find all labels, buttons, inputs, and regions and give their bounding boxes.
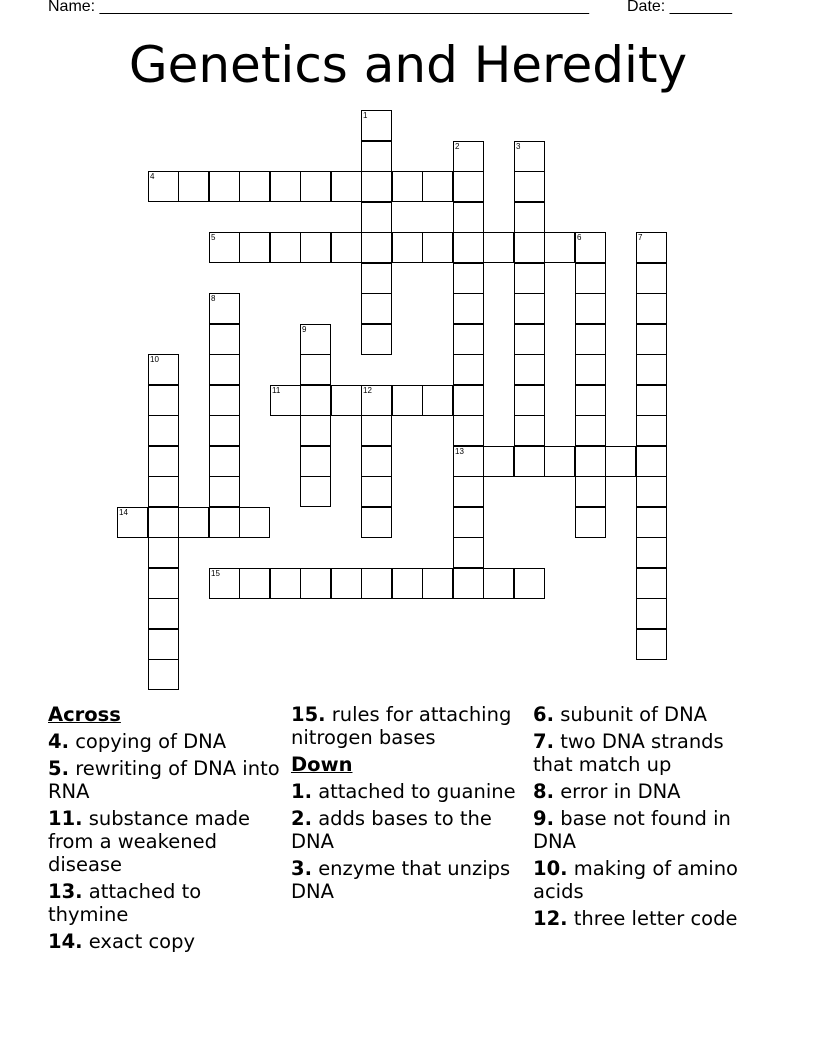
grid-cell[interactable]	[636, 598, 667, 629]
clue-number: 9.	[533, 807, 554, 830]
clue-across-15	[291, 703, 523, 749]
grid-cell[interactable]	[209, 507, 240, 538]
grid-cell[interactable]	[209, 568, 240, 599]
clue-number: 11.	[48, 807, 83, 830]
clue-across-4	[48, 730, 280, 753]
clue-number-label: 15	[211, 569, 220, 578]
grid-cell[interactable]	[209, 354, 240, 385]
grid-cell[interactable]	[636, 232, 667, 263]
date-label: Date:	[627, 0, 666, 15]
clue-number: 1.	[291, 780, 312, 803]
clue-text: rewriting of DNA into RNA	[48, 757, 280, 803]
clue-down-1	[291, 780, 523, 803]
grid-cell[interactable]	[483, 232, 514, 263]
grid-cell[interactable]	[514, 354, 545, 385]
grid-cell[interactable]	[148, 385, 179, 416]
clue-number-label: 5	[211, 233, 216, 242]
grid-cell[interactable]	[453, 293, 484, 324]
grid-cell[interactable]	[453, 232, 484, 263]
grid-cell[interactable]	[514, 293, 545, 324]
grid-cell[interactable]	[514, 385, 545, 416]
grid-cell[interactable]	[514, 568, 545, 599]
grid-cell[interactable]	[300, 171, 331, 202]
grid-cell[interactable]	[178, 507, 209, 538]
clue-number-label: 8	[211, 294, 216, 303]
grid-cell[interactable]	[361, 293, 392, 324]
grid-cell[interactable]	[361, 476, 392, 507]
clue-number: 5.	[48, 757, 69, 780]
clue-text: subunit of DNA	[560, 703, 707, 726]
grid-cell[interactable]	[300, 324, 331, 355]
grid-cell[interactable]	[239, 507, 270, 538]
grid-cell[interactable]	[636, 354, 667, 385]
grid-cell[interactable]	[148, 537, 179, 568]
grid-cell[interactable]	[636, 293, 667, 324]
grid-cell[interactable]	[636, 568, 667, 599]
clue-down-9	[533, 807, 765, 853]
clue-number-label: 14	[119, 508, 128, 517]
grid-cell[interactable]	[239, 568, 270, 599]
clue-number: 7.	[533, 730, 554, 753]
clue-across-14	[48, 930, 280, 953]
clue-column-3	[533, 703, 765, 934]
grid-cell[interactable]	[422, 568, 453, 599]
clue-text: rules for attaching nitrogen bases	[291, 703, 512, 749]
grid-cell[interactable]	[178, 171, 209, 202]
clue-number-label: 10	[150, 355, 159, 364]
grid-cell[interactable]	[392, 171, 423, 202]
grid-cell[interactable]	[209, 171, 240, 202]
clue-text: copying of DNA	[75, 730, 227, 753]
clue-number: 3.	[291, 857, 312, 880]
grid-cell[interactable]	[453, 507, 484, 538]
grid-cell[interactable]	[209, 293, 240, 324]
grid-cell[interactable]	[422, 171, 453, 202]
clue-down-7	[533, 730, 765, 776]
grid-cell[interactable]	[148, 568, 179, 599]
grid-cell[interactable]	[636, 629, 667, 660]
clue-text: adds bases to the DNA	[291, 807, 492, 853]
grid-cell[interactable]	[361, 171, 392, 202]
grid-cell[interactable]	[331, 232, 362, 263]
grid-cell[interactable]	[453, 263, 484, 294]
grid-cell[interactable]	[209, 415, 240, 446]
grid-cell[interactable]	[270, 232, 301, 263]
clue-column-2	[291, 703, 523, 907]
clue-number-label: 13	[455, 447, 464, 456]
grid-cell[interactable]	[514, 415, 545, 446]
grid-cell[interactable]	[636, 385, 667, 416]
grid-cell[interactable]	[453, 141, 484, 172]
grid-cell[interactable]	[575, 324, 606, 355]
grid-cell[interactable]	[331, 171, 362, 202]
grid-cell[interactable]	[575, 263, 606, 294]
clue-text: three letter code	[573, 907, 738, 930]
grid-cell[interactable]	[575, 415, 606, 446]
clue-text: attached to thymine	[48, 880, 202, 926]
clue-number-label: 3	[516, 142, 521, 151]
grid-cell[interactable]	[361, 202, 392, 233]
grid-cell[interactable]	[270, 171, 301, 202]
grid-cell[interactable]	[636, 507, 667, 538]
clue-number-label: 2	[455, 142, 460, 151]
grid-cell[interactable]	[331, 568, 362, 599]
clue-down-10	[533, 857, 765, 903]
grid-cell[interactable]	[361, 385, 392, 416]
grid-cell[interactable]	[300, 385, 331, 416]
clue-down-8	[533, 780, 765, 803]
clue-number: 10.	[533, 857, 568, 880]
grid-cell[interactable]	[300, 415, 331, 446]
date-field[interactable]: _______	[669, 0, 732, 15]
clue-text: enzyme that unzips DNA	[291, 857, 511, 903]
page-title: Genetics and Heredity	[128, 36, 688, 94]
clue-text: base not found in DNA	[533, 807, 731, 853]
across-heading: Across	[48, 703, 121, 726]
grid-cell[interactable]	[209, 232, 240, 263]
grid-cell[interactable]	[148, 415, 179, 446]
grid-cell[interactable]	[300, 446, 331, 477]
grid-cell[interactable]	[361, 446, 392, 477]
clue-number: 8.	[533, 780, 554, 803]
grid-cell[interactable]	[392, 385, 423, 416]
grid-cell[interactable]	[453, 324, 484, 355]
grid-cell[interactable]	[361, 110, 392, 141]
grid-cell[interactable]	[300, 232, 331, 263]
grid-cell[interactable]	[148, 659, 179, 690]
grid-cell[interactable]	[239, 232, 270, 263]
grid-cell[interactable]	[453, 171, 484, 202]
grid-cell[interactable]	[636, 415, 667, 446]
name-field[interactable]: _______________________________________________________	[99, 0, 589, 15]
grid-cell[interactable]	[575, 446, 606, 477]
grid-cell[interactable]	[148, 629, 179, 660]
clue-down-2	[291, 807, 523, 853]
grid-cell[interactable]	[361, 232, 392, 263]
clue-number-label: 4	[150, 172, 155, 181]
clue-number: 15.	[291, 703, 326, 726]
grid-cell[interactable]	[392, 568, 423, 599]
grid-cell[interactable]	[514, 171, 545, 202]
grid-cell[interactable]	[636, 324, 667, 355]
clue-down-6	[533, 703, 765, 726]
grid-cell[interactable]	[636, 446, 667, 477]
grid-cell[interactable]	[483, 568, 514, 599]
clue-number: 13.	[48, 880, 83, 903]
grid-cell[interactable]	[514, 202, 545, 233]
grid-cell[interactable]	[514, 324, 545, 355]
clue-number-label: 6	[577, 233, 582, 242]
grid-cell[interactable]	[148, 598, 179, 629]
grid-cell[interactable]	[453, 446, 484, 477]
clue-text: attached to guanine	[318, 780, 516, 803]
grid-cell[interactable]	[361, 324, 392, 355]
grid-cell[interactable]	[209, 385, 240, 416]
clue-across-11	[48, 807, 280, 876]
clue-number: 14.	[48, 930, 83, 953]
clue-number: 4.	[48, 730, 69, 753]
clue-number-label: 1	[363, 111, 368, 120]
down-heading: Down	[291, 753, 353, 776]
grid-cell[interactable]	[300, 354, 331, 385]
grid-cell[interactable]	[453, 385, 484, 416]
grid-cell[interactable]	[361, 568, 392, 599]
clue-number-label: 7	[638, 233, 643, 242]
grid-cell[interactable]	[636, 476, 667, 507]
grid-cell[interactable]	[453, 476, 484, 507]
clue-across-5	[48, 757, 280, 803]
grid-cell[interactable]	[148, 446, 179, 477]
grid-cell[interactable]	[239, 171, 270, 202]
clue-text: exact copy	[88, 930, 196, 953]
grid-cell[interactable]	[209, 476, 240, 507]
grid-cell[interactable]	[453, 568, 484, 599]
clue-number: 2.	[291, 807, 312, 830]
grid-cell[interactable]	[270, 385, 301, 416]
clue-text: two DNA strands that match up	[533, 730, 724, 776]
grid-cell[interactable]	[270, 568, 301, 599]
grid-cell[interactable]	[148, 507, 179, 538]
grid-cell[interactable]	[361, 507, 392, 538]
grid-cell[interactable]	[544, 446, 575, 477]
clue-across-13	[48, 880, 280, 926]
grid-cell[interactable]	[331, 385, 362, 416]
grid-cell[interactable]	[575, 354, 606, 385]
grid-cell[interactable]	[361, 263, 392, 294]
grid-cell[interactable]	[148, 171, 179, 202]
clue-number: 6.	[533, 703, 554, 726]
grid-cell[interactable]	[361, 415, 392, 446]
grid-cell[interactable]	[453, 537, 484, 568]
grid-cell[interactable]	[483, 446, 514, 477]
grid-cell[interactable]	[636, 537, 667, 568]
grid-cell[interactable]	[300, 476, 331, 507]
grid-cell[interactable]	[422, 385, 453, 416]
grid-cell[interactable]	[636, 263, 667, 294]
grid-cell[interactable]	[575, 293, 606, 324]
clue-down-3	[291, 857, 523, 903]
grid-cell[interactable]	[453, 202, 484, 233]
grid-cell[interactable]	[392, 232, 423, 263]
clue-number-label: 9	[302, 325, 307, 334]
grid-cell[interactable]	[453, 354, 484, 385]
grid-cell[interactable]	[514, 446, 545, 477]
grid-cell[interactable]	[148, 476, 179, 507]
grid-cell[interactable]	[148, 354, 179, 385]
clue-text: error in DNA	[560, 780, 681, 803]
clue-column-1	[48, 703, 280, 957]
clue-number: 12.	[533, 907, 568, 930]
grid-cell[interactable]	[575, 385, 606, 416]
grid-cell[interactable]	[514, 141, 545, 172]
grid-cell[interactable]	[575, 232, 606, 263]
grid-cell[interactable]	[514, 263, 545, 294]
grid-cell[interactable]	[575, 476, 606, 507]
clue-text: making of amino acids	[533, 857, 738, 903]
grid-cell[interactable]	[209, 446, 240, 477]
clue-number-label: 11	[272, 386, 281, 395]
grid-cell[interactable]	[361, 141, 392, 172]
grid-cell[interactable]	[544, 232, 575, 263]
grid-cell[interactable]	[422, 232, 453, 263]
grid-cell[interactable]	[514, 232, 545, 263]
name-label: Name:	[48, 0, 96, 15]
grid-cell[interactable]	[300, 568, 331, 599]
clue-text: substance made from a weakened disease	[48, 807, 250, 876]
clue-down-12	[533, 907, 765, 930]
grid-cell[interactable]	[605, 446, 636, 477]
grid-cell[interactable]	[453, 415, 484, 446]
clue-number-label: 12	[363, 386, 372, 395]
grid-cell[interactable]	[575, 507, 606, 538]
grid-cell[interactable]	[209, 324, 240, 355]
grid-cell[interactable]	[117, 507, 148, 538]
